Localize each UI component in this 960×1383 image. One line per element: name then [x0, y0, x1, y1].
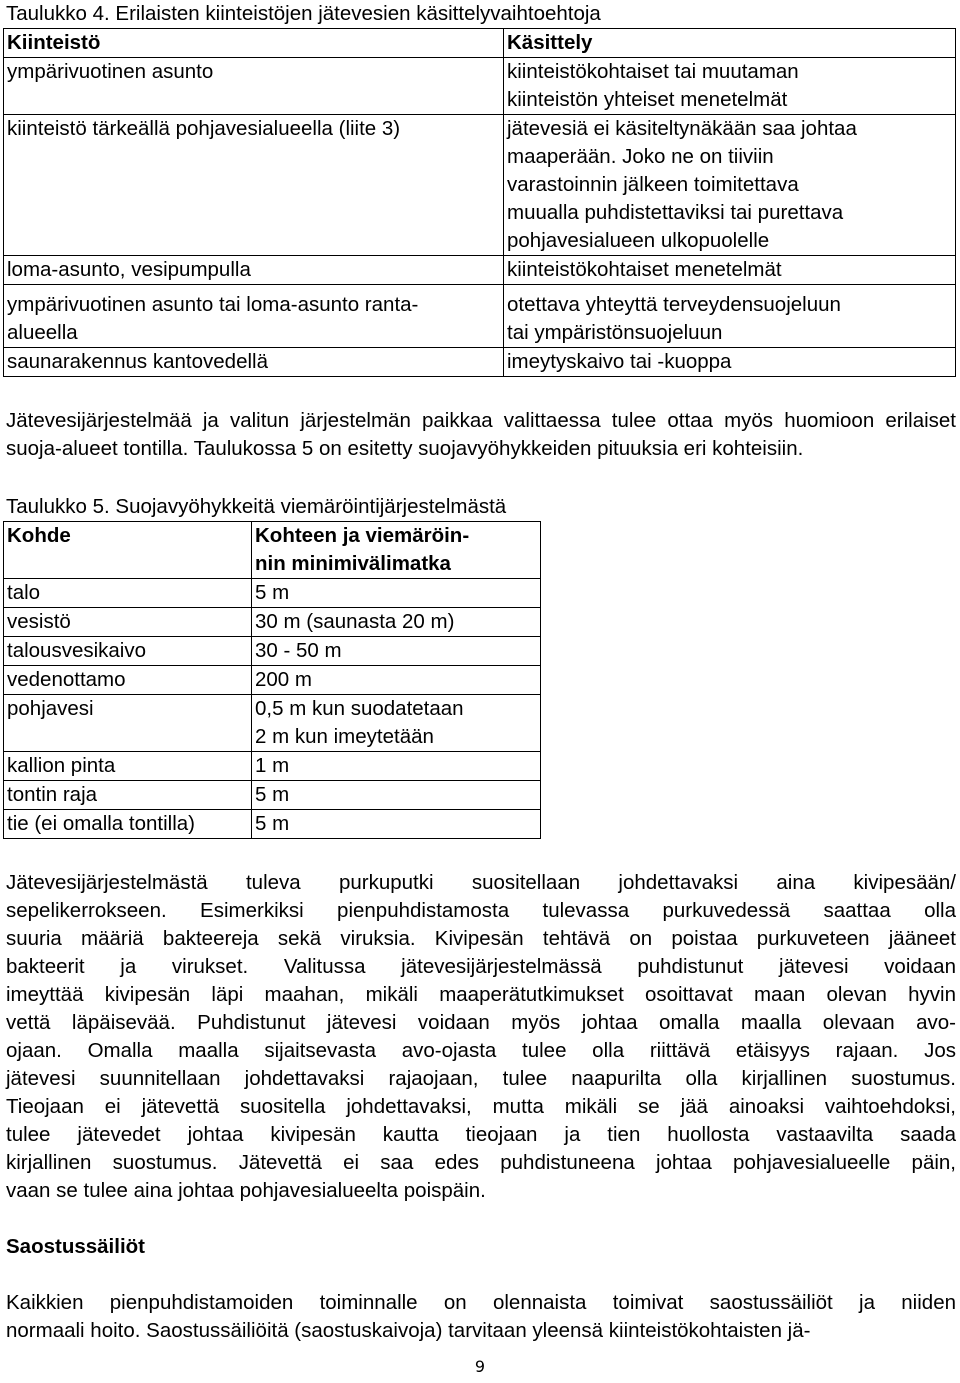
- table5-row: [4, 810, 541, 839]
- table5-header-target: [4, 522, 252, 579]
- table4-cell-treatment: [504, 256, 956, 285]
- document-page: [6, 0, 956, 1345]
- table4-cell-property: [4, 58, 504, 115]
- table5-cell-target: kallion pinta: [4, 752, 252, 781]
- table5-row: [4, 579, 541, 608]
- paragraph-line: vettä läpäisevää. Puhdistunut jätevesi voidaan myös johtaa omalla maalla olevaan avo-: [6, 1011, 956, 1034]
- table5-cell-distance-line: 30 - 50 m: [255, 639, 342, 662]
- table5-row: [4, 695, 541, 752]
- table5-row: [4, 637, 541, 666]
- paragraph-saostussailiot: [6, 1289, 956, 1345]
- paragraph-line: tulee jätevedet johtaa kivipesän kautta tieojaan ja tien huollosta vastaavilta saada: [6, 1123, 956, 1146]
- table4-cell-property-line: ympärivuotinen asunto: [7, 60, 214, 83]
- table5-row: [4, 752, 541, 781]
- table4-cell-treatment-line: jätevesiä ei käsiteltynäkään saa johtaa: [507, 117, 857, 140]
- table4-cell-property-line: loma-asunto, vesipumpulla: [7, 258, 251, 281]
- paragraph-line: Tieojaan ei jätevettä suositella johdettavaksi, mutta mikäli se jää ainoaksi vaihtoehdoksi,: [6, 1095, 956, 1118]
- table5-cell-distance-line: 5 m: [255, 812, 290, 835]
- table4-row: [4, 348, 956, 377]
- table4-cell-treatment: [504, 285, 956, 348]
- table4-row: [4, 115, 956, 256]
- table5-cell-target: vesistö: [4, 608, 252, 637]
- table5-header-distance: [252, 522, 541, 579]
- table5-cell-distance-line: 1 m: [255, 754, 290, 777]
- paragraph-line: vaan se tulee aina johtaa pohjavesialueelta poispäin.: [6, 1179, 486, 1202]
- table5-cell-distance-line: 5 m: [255, 581, 290, 604]
- table4-cell-treatment-line: muualla puhdistettaviksi tai purettava: [507, 201, 844, 224]
- paragraph-line: imeyttää kivipesän läpi maahan, mikäli maaperätutkimukset osoittavat maan olevan hyvin: [6, 983, 956, 1006]
- table5-cell-distance-line: 0,5 m kun suodatetaan: [255, 697, 464, 720]
- table5-cell-target: vedenottamo: [4, 666, 252, 695]
- table5-cell-distance-line: 2 m kun imeytetään: [255, 725, 434, 748]
- section-heading: Saostussäiliöt: [6, 1235, 145, 1258]
- table4-cell-treatment-line: maaperään. Joko ne on tiiviin: [507, 145, 774, 168]
- table5-row: [4, 608, 541, 637]
- table4-header-row: [4, 29, 956, 58]
- table4-cell-treatment-line: tai ympäristönsuojeluun: [507, 321, 723, 344]
- table5-header-target-line: Kohde: [7, 524, 71, 547]
- table4-cell-property: [4, 256, 504, 285]
- page-number: 9: [474, 1357, 486, 1376]
- table5-cell-target: tie (ei omalla tontilla): [4, 810, 252, 839]
- table5-header-row: [4, 522, 541, 579]
- table4-header-treatment: Käsittely: [504, 29, 956, 58]
- table5-row: [4, 781, 541, 810]
- table4-cell-treatment-line: kiinteistökohtaiset tai muutaman: [507, 60, 799, 83]
- table5-cell-distance-line: 5 m: [255, 783, 290, 806]
- table4-caption: Taulukko 4. Erilaisten kiinteistöjen jätevesien käsittelyvaihtoehtoja: [6, 2, 601, 25]
- paragraph-purkuputki: [6, 869, 956, 1205]
- table5-cell-distance: [252, 752, 541, 781]
- table4-cell-treatment: [504, 115, 956, 256]
- paragraph-suoja-alueet: Jätevesijärjestelmää ja valitun järjestelmän paikkaa valittaessa tulee ottaa myös huomioon erilaiset suoja-alueet tontilla. Taulukossa 5 on esitetty suojavyöhykkeiden pituuksia eri kohteisiin.: [6, 409, 956, 460]
- table4-cell-property: [4, 285, 504, 348]
- table4-cell-property: [4, 115, 504, 256]
- table5-cell-target: pohjavesi: [4, 695, 252, 752]
- table4-cell-property: [4, 348, 504, 377]
- paragraph-line: sepelikerrokseen. Esimerkiksi pienpuhdistamosta tulevassa purkuvedessä saattaa olla: [6, 899, 956, 922]
- table5-cell-distance: [252, 695, 541, 752]
- paragraph-line: normaali hoito. Saostussäiliöitä (saostuskaivoja) tarvitaan yleensä kiinteistökohtaisten jä-: [6, 1319, 811, 1342]
- table5-cell-target: tontin raja: [4, 781, 252, 810]
- table5-cell-distance: [252, 579, 541, 608]
- table5-cell-distance: [252, 608, 541, 637]
- table5-caption: Taulukko 5. Suojavyöhykkeitä viemäröintijärjestelmästä: [6, 495, 507, 518]
- table4-cell-treatment-line: kiinteistön yhteiset menetelmät: [507, 88, 788, 111]
- table4-cell-treatment-line: kiinteistökohtaiset menetelmät: [507, 258, 782, 281]
- table4-cell-treatment-line: varastoinnin jälkeen toimitettava: [507, 173, 799, 196]
- table5-cell-distance: [252, 637, 541, 666]
- paragraph-line: Jätevesijärjestelmästä tuleva purkuputki suositellaan johdettavaksi aina kivipesään/: [6, 871, 956, 894]
- table4-cell-treatment: [504, 348, 956, 377]
- table4-cell-property-line: kiinteistö tärkeällä pohjavesialueella (liite 3): [7, 117, 401, 140]
- table5-cell-distance-line: 200 m: [255, 668, 312, 691]
- table5-cell-distance-line: 30 m (saunasta 20 m): [255, 610, 455, 633]
- table5-cell-target: talousvesikaivo: [4, 637, 252, 666]
- paragraph-line: jätevesi suunnitellaan johdettavaksi rajaojaan, tulee naapurilta olla kirjallinen suostumus.: [6, 1067, 956, 1090]
- paragraph-line: suuria määriä bakteereja sekä viruksia. Kivipesän tehtävä on poistaa purkuveteen jääneet: [6, 927, 956, 950]
- paragraph-line: bakteerit ja virukset. Valitussa jätevesijärjestelmässä puhdistunut jätevesi voidaan: [6, 955, 956, 978]
- table5-cell-distance: [252, 781, 541, 810]
- table4-row: [4, 285, 956, 348]
- table5-row: [4, 666, 541, 695]
- table4-cell-treatment-line: imeytyskaivo tai -kuoppa: [507, 350, 732, 373]
- paragraph-line: kirjallinen suostumus. Jätevettä ei saa edes puhdistuneena johtaa pohjavesialueelle päin,: [6, 1151, 956, 1174]
- table5: [3, 521, 541, 839]
- table5-header-distance-line: Kohteen ja viemäröin-: [255, 524, 470, 547]
- table5-header-distance-line: nin minimivälimatka: [255, 552, 451, 575]
- table4-header-property: Kiinteistö: [4, 29, 504, 58]
- table5-cell-distance: [252, 666, 541, 695]
- table4-row: [4, 58, 956, 115]
- table5-cell-target: talo: [4, 579, 252, 608]
- table4: [3, 28, 956, 377]
- table5-cell-distance: [252, 810, 541, 839]
- table4-cell-treatment-line: otettava yhteyttä terveydensuojeluun: [507, 293, 841, 316]
- table4-cell-treatment: [504, 58, 956, 115]
- table4-cell-treatment-line: pohjavesialueen ulkopuolelle: [507, 229, 770, 252]
- table4-row: [4, 256, 956, 285]
- paragraph-line: ojaan. Omalla maalla sijaitsevasta avo-ojasta tulee olla riittävä etäisyys rajaan. Jos: [6, 1039, 956, 1062]
- table4-cell-property-line: saunarakennus kantovedellä: [7, 350, 268, 373]
- paragraph-line: Kaikkien pienpuhdistamoiden toiminnalle on olennaista toimivat saostussäiliöt ja niiden: [6, 1291, 956, 1314]
- table4-cell-property-line: alueella: [7, 321, 78, 344]
- table4-cell-property-line: ympärivuotinen asunto tai loma-asunto ranta-: [7, 293, 419, 316]
